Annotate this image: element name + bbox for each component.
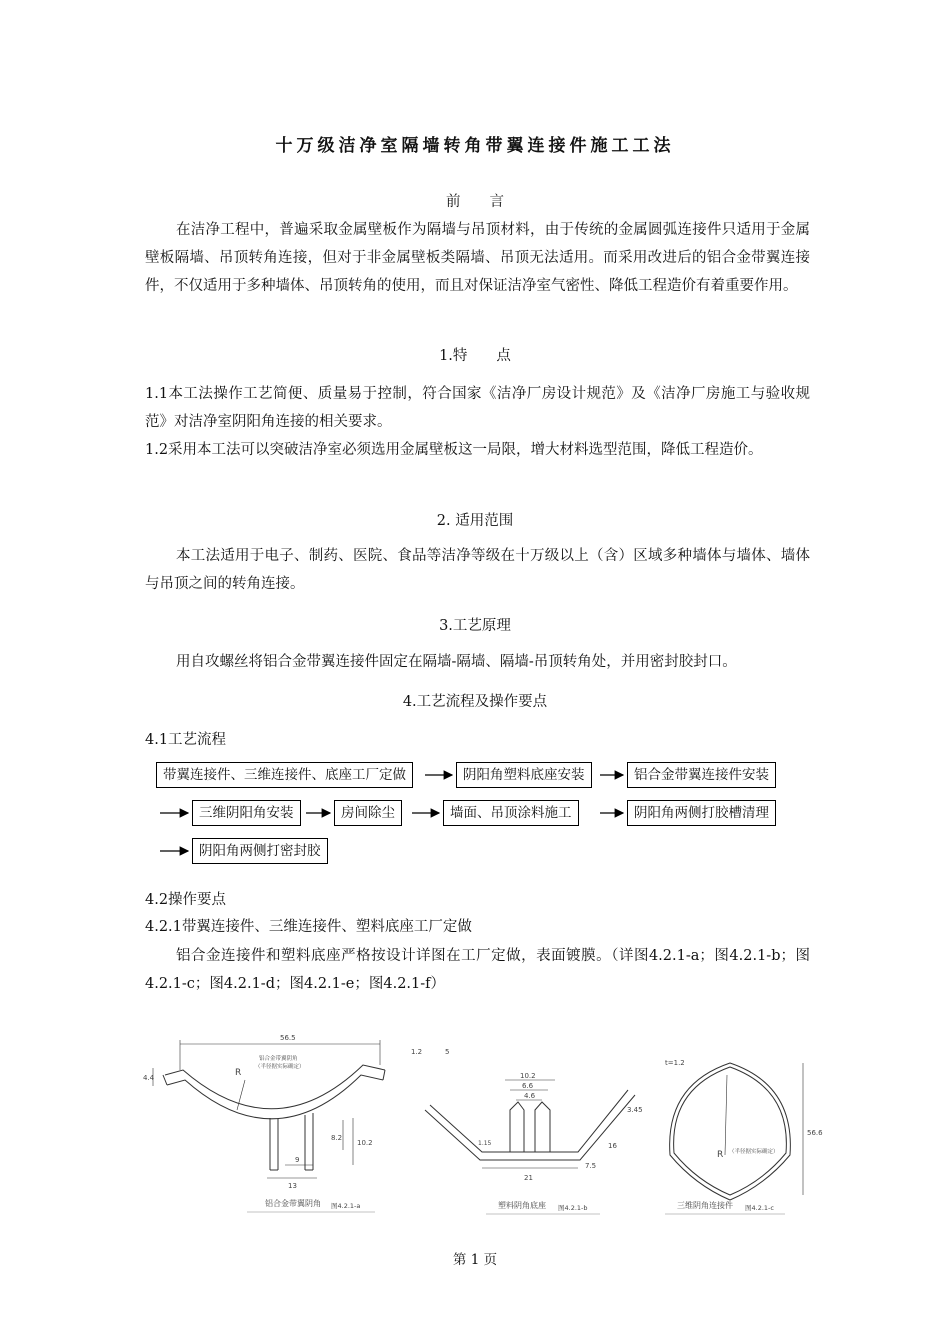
flow-step-5: 房间除尘 — [334, 800, 402, 826]
figure-a-dim: 9 — [295, 1156, 300, 1164]
figure-b-caption: 塑料阴角底座 — [498, 1201, 546, 1210]
figure-c-caption: 三维阴角连接件 — [677, 1201, 733, 1210]
flow-step-2: 阴阳角塑料底座安装 — [456, 762, 592, 788]
section4-2-1-paragraph: 铝合金连接件和塑料底座严格按设计详图在工厂定做，表面镀膜。（详图4.2.1-a；图4.2.1-b；图4.2.1-c；图4.2.1-d；图4.2.1-e；图4.2.1-f） — [145, 948, 810, 992]
page-number: 第 1 页 — [452, 1252, 498, 1268]
figure-b-dim: 6.6 — [522, 1082, 534, 1090]
figure-a-note: （半径据实际确定） — [255, 1064, 305, 1070]
section4-2-heading: 4.2操作要点 — [145, 892, 227, 908]
figure-a-dim: 10.2 — [357, 1139, 373, 1147]
figure-b-dim: 1.15 — [478, 1140, 492, 1147]
figure-b-dim: 4.6 — [524, 1092, 536, 1100]
figure-c-note: （半径据实际确定） — [729, 1149, 779, 1155]
figure-b-dim: 3.45 — [627, 1106, 643, 1114]
figure-b-dim: 16 — [608, 1142, 617, 1150]
figure-a-dim: 8.2 — [331, 1134, 343, 1142]
preface-heading: 前 言 — [446, 194, 504, 210]
figure-c-dim: t=1.2 — [665, 1059, 685, 1067]
figure-a-dim: 13 — [288, 1182, 297, 1190]
figure-a-dim: 56.5 — [280, 1034, 296, 1042]
flow-step-3: 铝合金带翼连接件安装 — [627, 762, 776, 788]
section3-heading: 3.工艺原理 — [439, 618, 511, 634]
page-title: 十万级洁净室隔墙转角带翼连接件施工工法 — [275, 136, 675, 156]
figure-c-ref: 图4.2.1-c — [745, 1204, 774, 1212]
flow-step-4: 三维阴阳角安装 — [192, 800, 301, 826]
section2-heading: 2. 适用范围 — [436, 513, 514, 529]
section4-2-1-heading: 4.2.1带翼连接件、三维连接件、塑料底座工厂定做 — [145, 919, 472, 935]
flow-step-1: 带翼连接件、三维连接件、底座工厂定做 — [156, 762, 413, 788]
figure-a-dim: 1.2 — [411, 1048, 423, 1056]
figure-a-radius: R — [235, 1068, 242, 1078]
preface-paragraph: 在洁净工程中，普遍采取金属壁板作为隔墙与吊顶材料，由于传统的金属圆弧连接件只适用于金属壁板隔墙、吊顶转角连接，但对于非金属壁板类隔墙、吊顶无法适用。而采用改进后的铝合金带翼连接件，不仅适用于多种墙体、吊顶转角的使用，而且对保证洁净室气密性、降低工程造价有着重要作用。 — [145, 222, 810, 294]
section2-paragraph: 本工法适用于电子、制药、医院、食品等洁净等级在十万级以上（含）区域多种墙体与墙体、墙体与吊顶之间的转角连接。 — [145, 548, 810, 592]
section1-heading: 1.特 点 — [439, 348, 511, 364]
figure-b-ref: 图4.2.1-b — [558, 1204, 588, 1212]
figure-a-dim: 4.4 — [143, 1074, 155, 1082]
figure-b-dim: 21 — [524, 1174, 533, 1182]
section1-paragraph-1: 1.1本工法操作工艺简便、质量易于控制，符合国家《洁净厂房设计规范》及《洁净厂房施工与验收规范》对洁净室阴阳角连接的相关要求。 — [145, 386, 810, 430]
section4-1-heading: 4.1工艺流程 — [145, 732, 227, 748]
section1-paragraph-2: 1.2采用本工法可以突破洁净室必须选用金属壁板这一局限，增大材料选型范围，降低工程造价。 — [145, 442, 763, 458]
flow-step-6: 墙面、吊顶涂料施工 — [443, 800, 579, 826]
figure-c-radius: R — [717, 1150, 724, 1160]
figure-a-dim: 5 — [445, 1048, 450, 1056]
figure-a-ref: 图4.2.1-a — [331, 1202, 361, 1210]
figure-a-label: 铝合金带翼阴角 — [259, 1056, 298, 1062]
figure-c-dim: 56.6 — [807, 1129, 823, 1137]
figure-3d-corner — [645, 1045, 825, 1225]
flow-step-8: 阴阳角两侧打密封胶 — [192, 838, 328, 864]
figure-b-dim: 10.2 — [520, 1072, 536, 1080]
figure-b-dim: 7.5 — [585, 1162, 597, 1170]
figure-a-caption: 铝合金带翼阴角 — [265, 1199, 321, 1208]
flow-step-7: 阴阳角两侧打胶槽清理 — [627, 800, 776, 826]
section3-paragraph: 用自攻螺丝将铝合金带翼连接件固定在隔墙-隔墙、隔墙-吊顶转角处，并用密封胶封口。 — [176, 654, 737, 670]
figure-aluminum-corner — [135, 1020, 465, 1220]
figure-plastic-base — [420, 1060, 650, 1225]
section4-heading: 4.工艺流程及操作要点 — [402, 694, 548, 710]
